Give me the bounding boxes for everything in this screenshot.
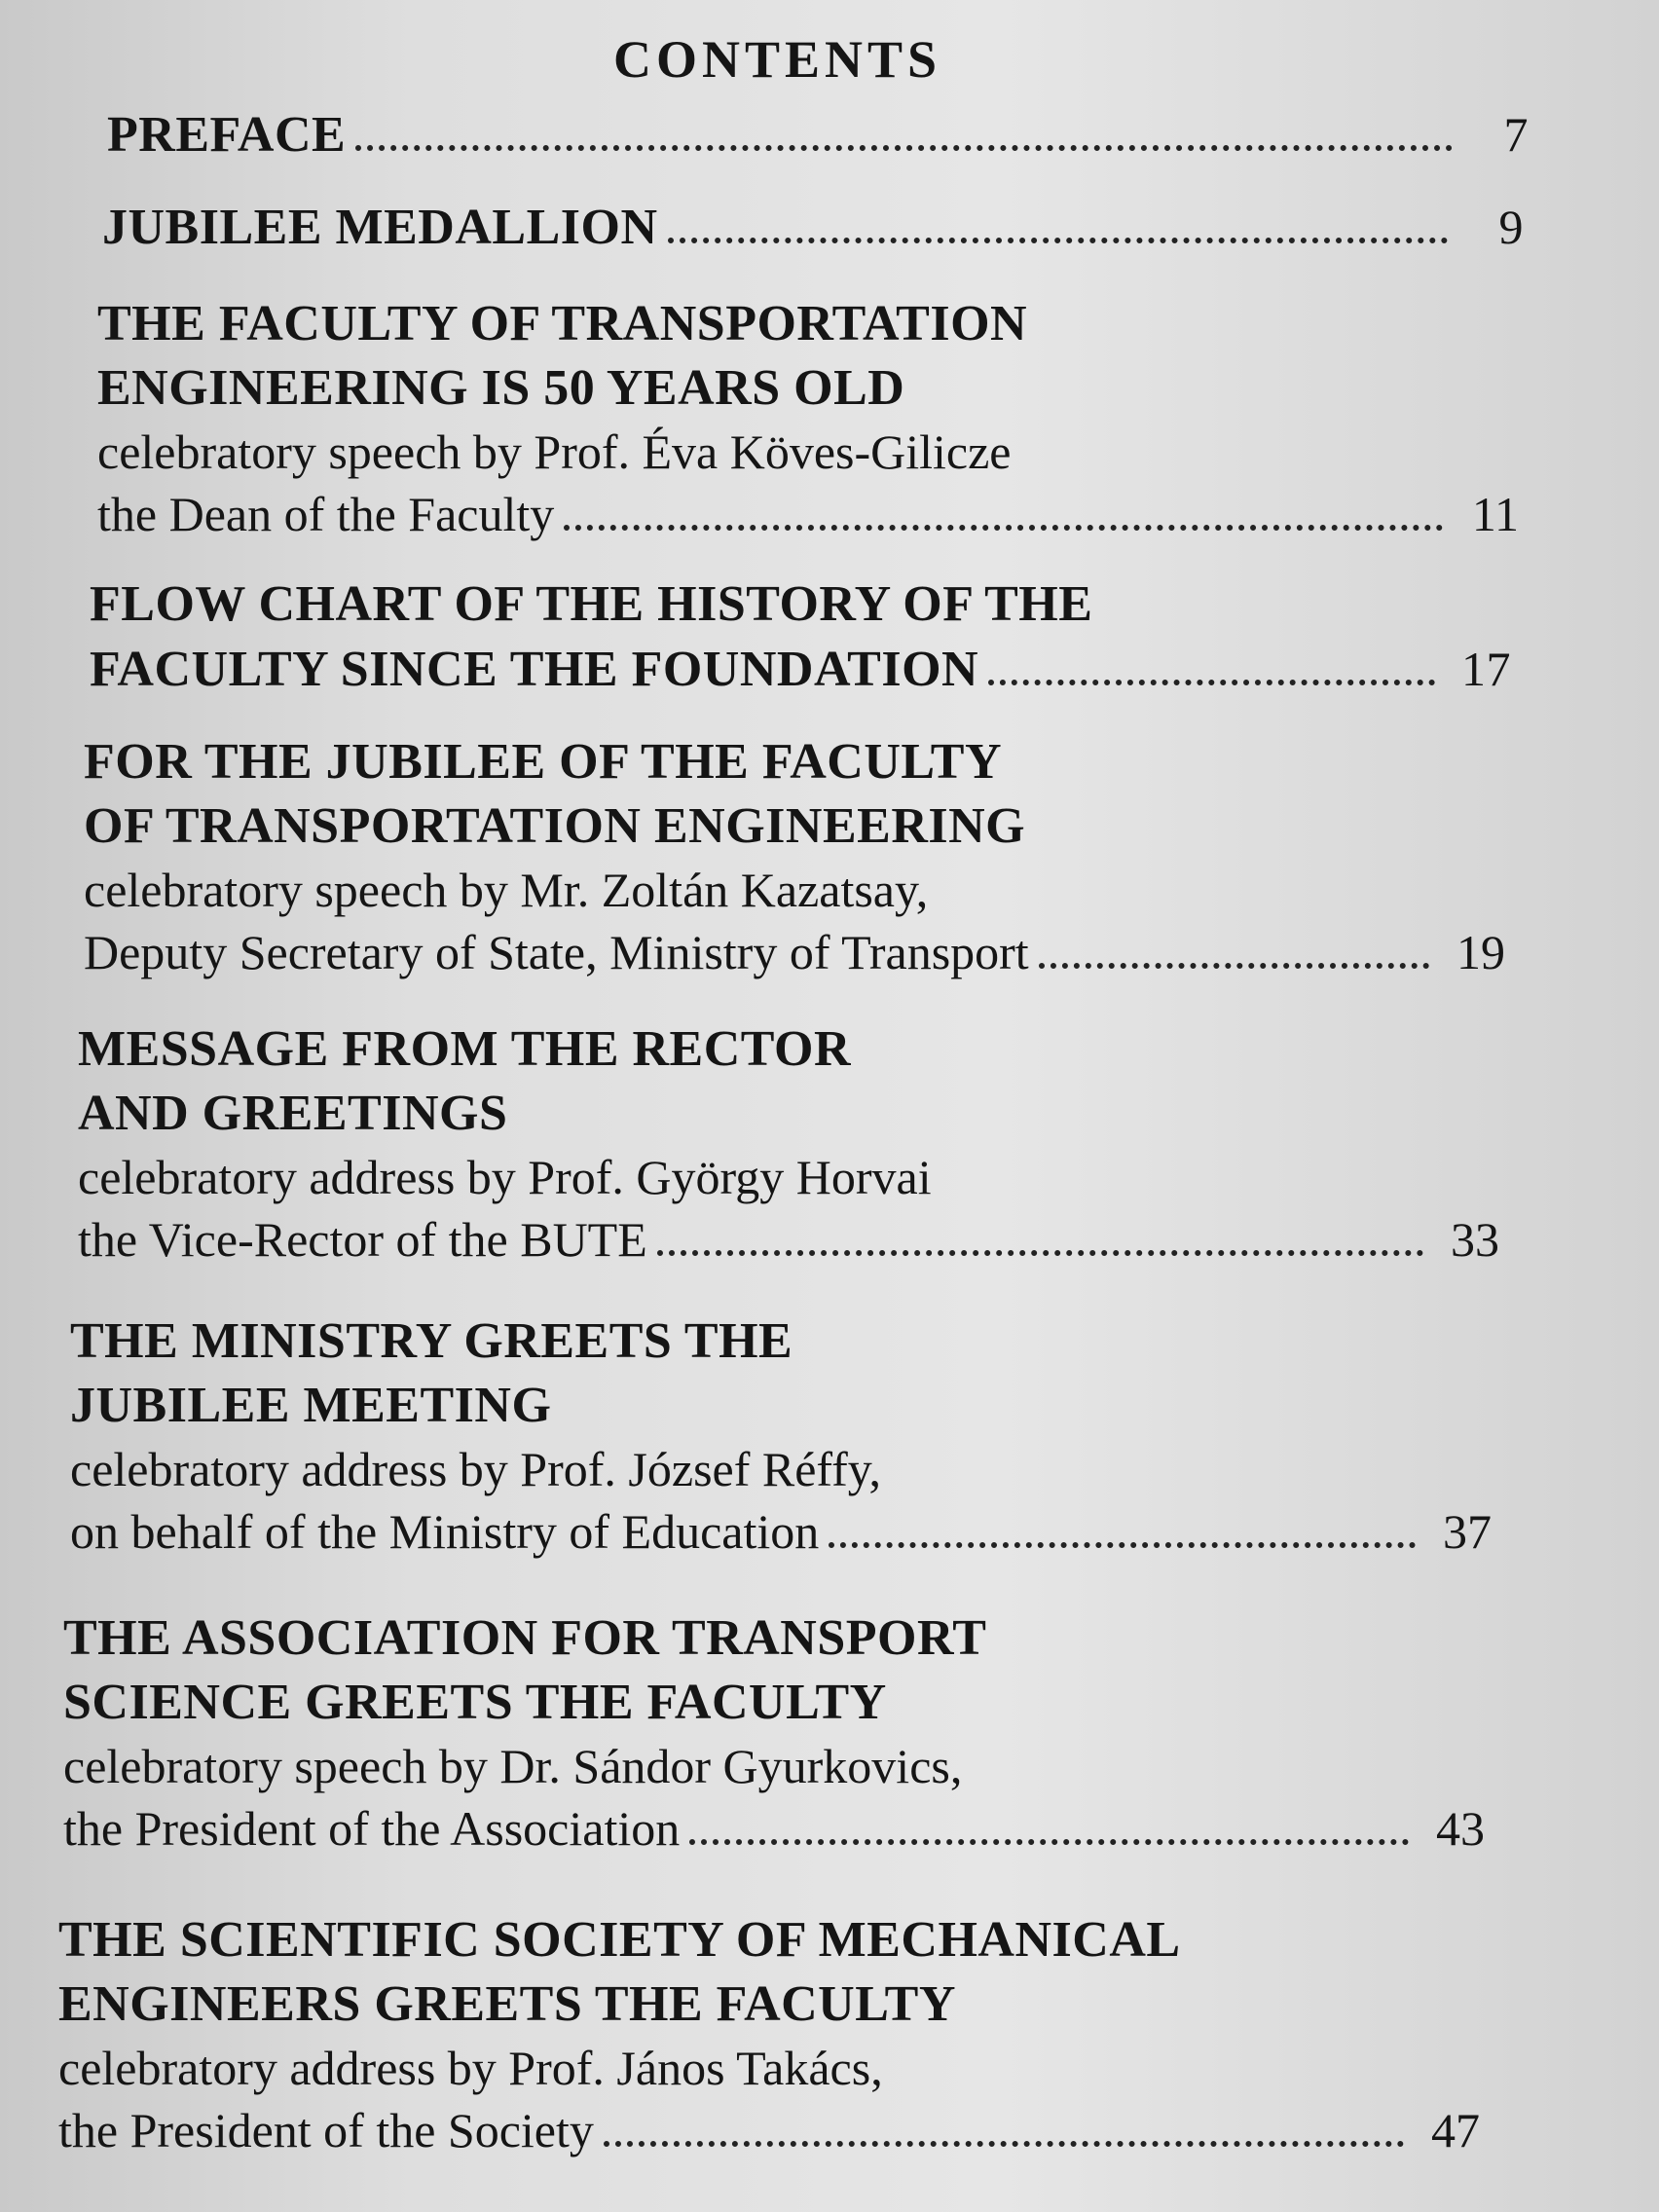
- entry-heading: AND GREETINGS: [78, 1086, 508, 1141]
- toc-row: [63, 1797, 1485, 1860]
- entry-subtitle: the Dean of the Faculty: [97, 487, 555, 541]
- entry-subtitle: Deputy Secretary of State, Ministry of Transport: [84, 925, 1029, 979]
- dot-leader: [355, 145, 1453, 151]
- dot-leader: [689, 1839, 1409, 1845]
- page-number: 11: [1471, 487, 1519, 541]
- dot-leader: [657, 1250, 1423, 1256]
- page-number: 7: [1503, 107, 1529, 162]
- entry-heading: FACULTY SINCE THE FOUNDATION: [90, 642, 979, 697]
- entry-heading: SCIENCE GREETS THE FACULTY: [63, 1675, 887, 1730]
- toc-row: [70, 1500, 1492, 1563]
- entry-heading: JUBILEE MEETING: [70, 1378, 552, 1433]
- toc-entry-preface: [107, 102, 1529, 167]
- entry-subtitle: celebratory speech by Dr. Sándor Gyurkovics,: [63, 1739, 963, 1793]
- entry-heading: ENGINEERS GREETS THE FACULTY: [58, 1976, 956, 2032]
- toc-entry-flow-chart: [90, 572, 1511, 702]
- entry-subtitle: celebratory address by Prof. József Réffy,: [70, 1442, 882, 1496]
- dot-leader: [1039, 963, 1429, 969]
- entry-heading: OF TRANSPORTATION ENGINEERING: [84, 798, 1026, 854]
- entry-subtitle: celebratory speech by Mr. Zoltán Kazatsay,: [84, 863, 929, 917]
- toc-entry-scientific-society: [58, 1908, 1480, 2161]
- toc-entry-association-greets: [63, 1606, 1485, 1860]
- dot-leader: [564, 525, 1443, 531]
- entry-subtitle: celebratory speech by Prof. Éva Köves-Gilicze: [97, 424, 1012, 479]
- page-title: CONTENTS: [613, 30, 942, 89]
- entry-heading: THE ASSOCIATION FOR TRANSPORT: [63, 1610, 987, 1666]
- entry-subtitle: on behalf of the Ministry of Education: [70, 1504, 820, 1559]
- entry-heading: THE FACULTY OF TRANSPORTATION: [97, 296, 1028, 351]
- page-number: 33: [1451, 1212, 1499, 1267]
- entry-heading: MESSAGE FROM THE RECTOR: [78, 1021, 852, 1077]
- page-number: 19: [1456, 925, 1505, 979]
- page-number: 9: [1498, 200, 1524, 254]
- page-number: 43: [1436, 1801, 1485, 1856]
- entry-subtitle: the President of the Association: [63, 1801, 681, 1856]
- entry-subtitle: celebratory address by Prof. János Takács,: [58, 2041, 883, 2095]
- toc-row: [58, 2099, 1480, 2161]
- entry-heading: PREFACE: [107, 107, 347, 163]
- toc-entry-faculty-50-years: [97, 292, 1519, 545]
- entry-subtitle: the President of the Society: [58, 2103, 594, 2157]
- entry-heading: FLOW CHART OF THE HISTORY OF THE: [90, 576, 1093, 632]
- entry-heading: THE SCIENTIFIC SOCIETY OF MECHANICAL: [58, 1912, 1181, 1968]
- toc-row: [90, 637, 1511, 702]
- entry-heading: ENGINEERING IS 50 YEARS OLD: [97, 360, 905, 416]
- toc-row: [97, 483, 1519, 545]
- toc-entry-ministry-greets: [70, 1309, 1492, 1563]
- dot-leader: [604, 2141, 1404, 2147]
- page-number: 17: [1461, 642, 1511, 696]
- toc-row: [84, 921, 1505, 983]
- toc-row: [78, 1208, 1499, 1271]
- toc-entry-jubilee-transportation: [84, 730, 1505, 983]
- dot-leader: [668, 238, 1449, 243]
- dot-leader: [829, 1542, 1416, 1548]
- page-number: 47: [1431, 2103, 1480, 2157]
- page-number: 37: [1443, 1504, 1492, 1559]
- dot-leader: [988, 680, 1435, 685]
- toc-row: [107, 102, 1529, 167]
- entry-heading: JUBILEE MEDALLION: [102, 200, 658, 255]
- toc-entry-rector-message: [78, 1017, 1499, 1271]
- entry-heading: FOR THE JUBILEE OF THE FACULTY: [84, 734, 1003, 790]
- entry-heading: THE MINISTRY GREETS THE: [70, 1313, 793, 1369]
- toc-entry-medallion: [102, 195, 1524, 260]
- toc-row: [102, 195, 1524, 260]
- entry-subtitle: the Vice-Rector of the BUTE: [78, 1212, 647, 1267]
- entry-subtitle: celebratory address by Prof. György Horvai: [78, 1150, 932, 1204]
